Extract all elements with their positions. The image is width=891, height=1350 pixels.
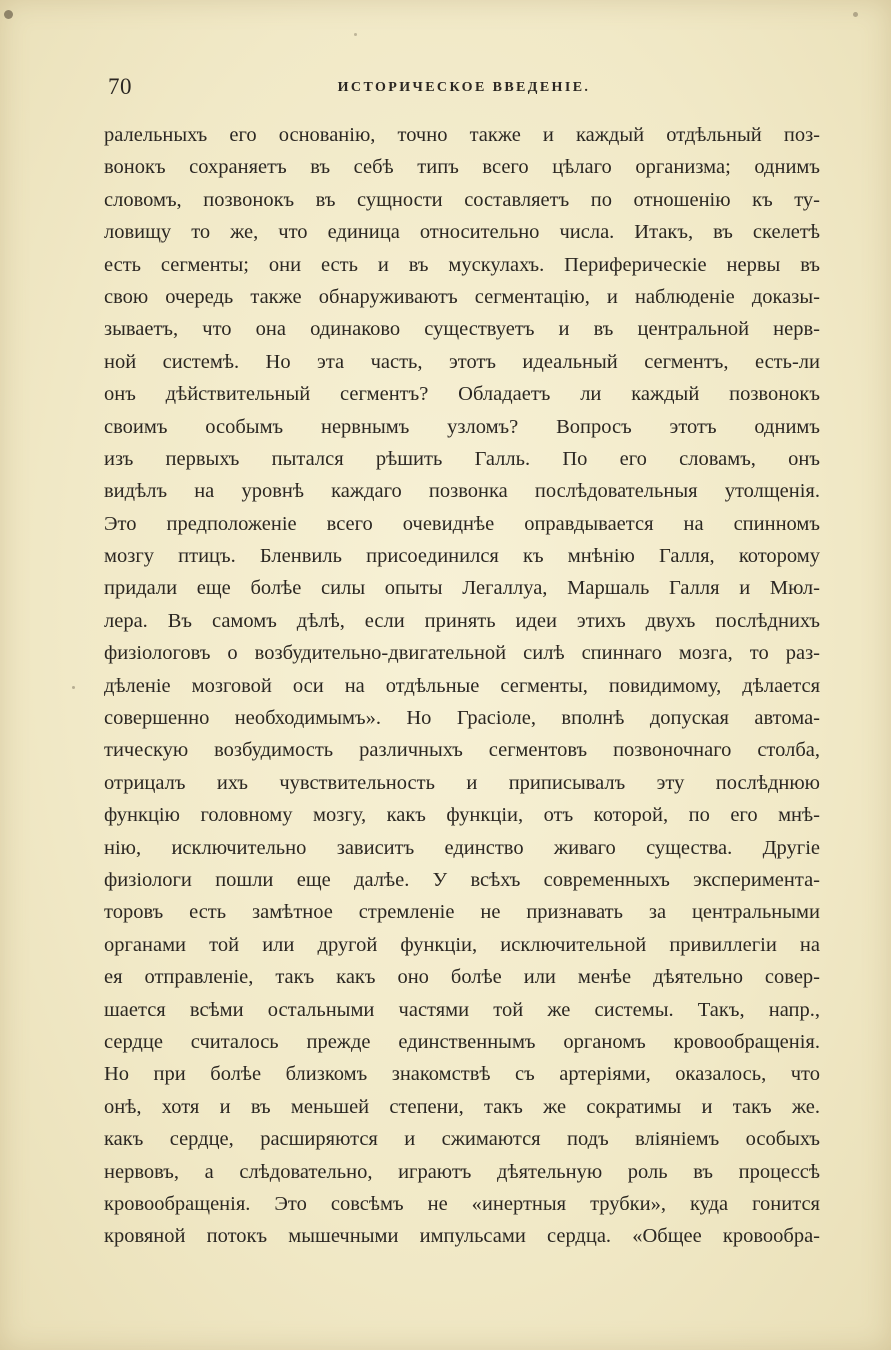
text-line: сердце считалось прежде единственнымъ органомъ кровообращенія. — [104, 1030, 820, 1053]
text-line: вонокъ сохраняетъ въ себѣ типъ всего цѣлаго организма; однимъ — [104, 156, 820, 179]
text-line: нію, исключительно зависитъ единство живаго существа. Другіе — [104, 836, 820, 859]
text-line: свою очередь также обнаруживаютъ сегментацію, и наблюденіе доказы- — [104, 285, 820, 308]
ink-speck — [72, 686, 75, 689]
text-line: изъ первыхъ пытался рѣшить Галль. По его словамъ, онъ — [104, 447, 820, 470]
text-line: Это предположеніе всего очевиднѣе оправдывается на спинномъ — [104, 512, 820, 535]
text-line: тическую возбудимость различныхъ сегментовъ позвоночнаго столба, — [104, 739, 820, 762]
text-line: кровообращенія. Это совсѣмъ не «инертныя трубки», куда гонится — [104, 1192, 820, 1215]
text-line: есть сегменты; они есть и въ мускулахъ. Периферическіе нервы въ — [104, 253, 820, 276]
text-line: видѣлъ на уровнѣ каждаго позвонка послѣдовательныя утолщенія. — [104, 480, 820, 503]
text-line: торовъ есть замѣтное стремленіе не признавать за центральными — [104, 901, 820, 924]
text-line: функцію головному мозгу, какъ функціи, отъ которой, по его мнѣ- — [104, 804, 820, 827]
text-line: физіологи пошли еще далѣе. У всѣхъ современныхъ эксперимента- — [104, 868, 820, 891]
text-line: шается всѣми остальными частями той же системы. Такъ, напр., — [104, 998, 820, 1021]
running-head: ИСТОРИЧЕСКОЕ ВВЕДЕНІЕ. — [337, 80, 591, 95]
text-line: мозгу птицъ. Бленвиль присоединился къ мнѣнію Галля, которому — [104, 545, 820, 568]
text-line: своимъ особымъ нервнымъ узломъ? Вопросъ этотъ однимъ — [104, 415, 820, 438]
text-line: лера. Въ самомъ дѣлѣ, если принять идеи этихъ двухъ послѣднихъ — [104, 609, 820, 632]
text-line: ралельныхъ его основанію, точно также и каждый отдѣльный поз- — [104, 124, 820, 146]
ink-speck — [853, 12, 858, 17]
text-line: Но при болѣе близкомъ знакомствѣ съ артеріями, оказалось, что — [104, 1063, 820, 1086]
ink-speck — [354, 33, 357, 36]
text-line: отрицалъ ихъ чувствительность и приписывалъ эту послѣднюю — [104, 771, 820, 794]
text-line: ея отправленіе, такъ какъ оно болѣе или менѣе дѣятельно совер- — [104, 966, 820, 989]
text-line: физіологовъ о возбудительно-двигательной силѣ спиннаго мозга, то раз- — [104, 642, 820, 665]
text-line: дѣленіе мозговой оси на отдѣльные сегменты, повидимому, дѣлается — [104, 674, 820, 697]
text-line: ной системѣ. Но эта часть, этотъ идеальный сегментъ, есть-ли — [104, 350, 820, 373]
text-line: совершенно необходимымъ». Но Грасіоле, вполнѣ допуская автома- — [104, 707, 820, 730]
body-text — [104, 119, 820, 1253]
text-line: онъ дѣйствительный сегментъ? Обладаетъ ли каждый позвонокъ — [104, 383, 820, 406]
text-line: ловищу то же, что единица относительно числа. Итакъ, въ скелетѣ — [104, 221, 820, 244]
text-line: словомъ, позвонокъ въ сущности составляетъ по отношенію къ ту- — [104, 188, 820, 211]
ink-speck — [4, 10, 13, 19]
text-line: зываетъ, что она одинаково существуетъ и въ центральной нерв- — [104, 318, 820, 341]
text-line: какъ сердце, расширяются и сжимаются подъ вліяніемъ особыхъ — [104, 1128, 820, 1151]
text-line: органами той или другой функціи, исключительной привиллегіи на — [104, 933, 820, 956]
text-line: кровяной потокъ мышечными импульсами сердца. «Общее кровообра- — [104, 1225, 820, 1248]
text-line: нервовъ, а слѣдовательно, играютъ дѣятельную роль въ процессѣ — [104, 1160, 820, 1183]
page-header — [108, 74, 820, 104]
text-line: онѣ, хотя и въ меньшей степени, такъ же сократимы и такъ же. — [104, 1095, 820, 1118]
text-line: придали еще болѣе силы опыты Легаллуа, Маршаль Галля и Мюл- — [104, 577, 820, 600]
page-number: 70 — [108, 74, 132, 99]
